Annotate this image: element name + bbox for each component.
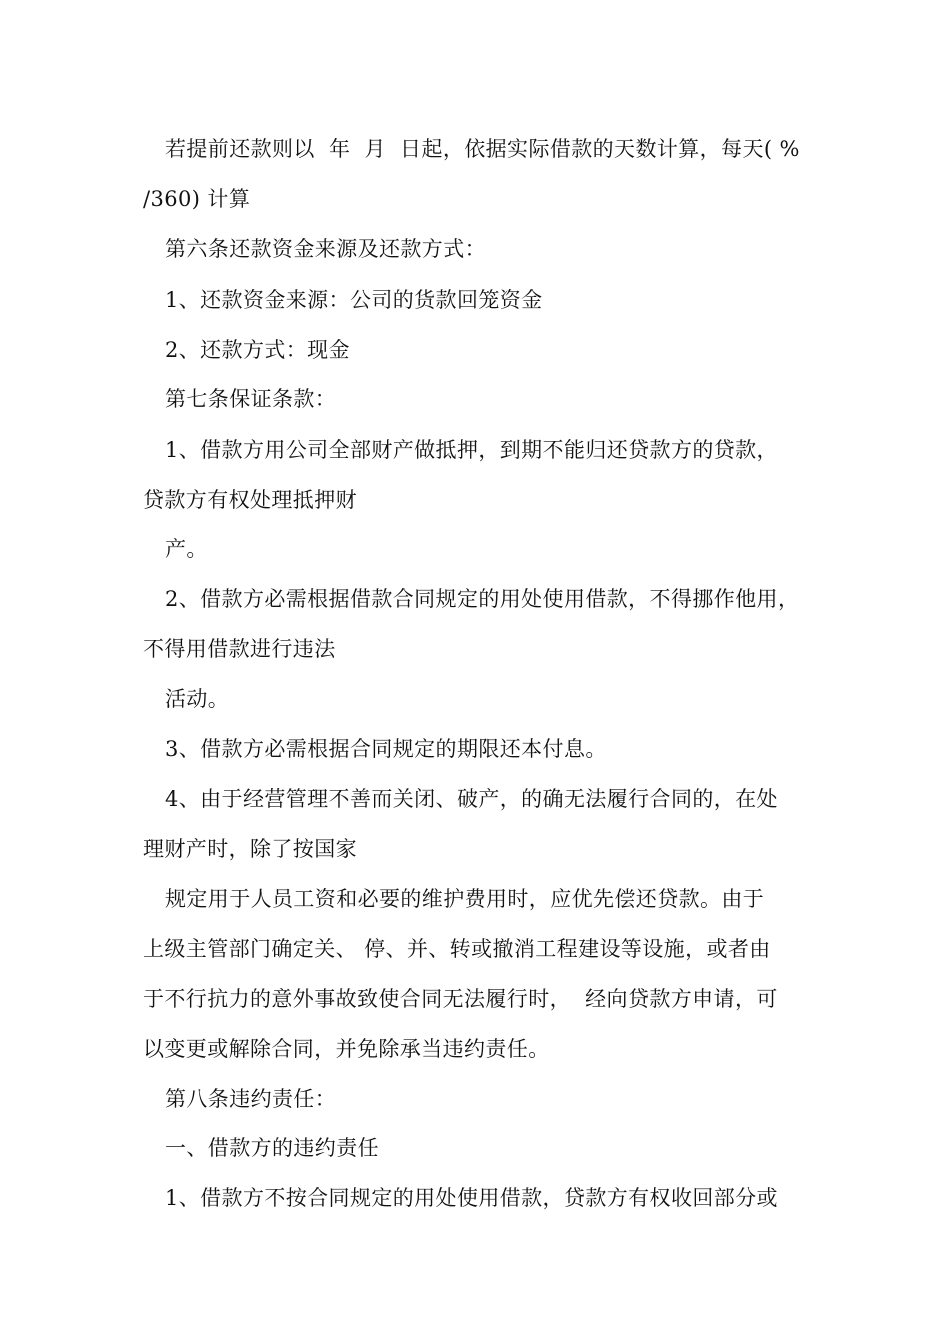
text-line: 若提前还款则以 年 月 日起，依据实际借款的天数计算，每天( % <box>165 137 800 161</box>
text-line: 1、借款方用公司全部财产做抵押，到期不能归还贷款方的贷款， <box>165 438 778 462</box>
text-line: 以变更或解除合同，并免除承当违约责任。 <box>143 1037 550 1061</box>
text-line: 规定用于人员工资和必要的维护费用时，应优先偿还贷款。由于 <box>165 887 765 911</box>
text-line: /360) 计算 <box>143 187 251 211</box>
section-heading: 第七条保证条款： <box>165 387 337 411</box>
text-line: 1、还款资金来源：公司的货款回笼资金 <box>165 288 543 312</box>
text-line: 上级主管部门确定关、 停、并、转或撤消工程建设等设施，或者由 <box>143 937 771 961</box>
text-line: 4、由于经营管理不善而关闭、破产，的确无法履行合同的，在处 <box>165 787 778 811</box>
section-heading: 第六条还款资金来源及还款方式： <box>165 237 486 261</box>
text-line: 产。 <box>165 537 208 561</box>
text-line: 于不行抗力的意外事故致使合同无法履行时， 经向贷款方申请，可 <box>143 987 778 1011</box>
text-line: 2、借款方必需根据借款合同规定的用处使用借款，不得挪作他用， <box>165 587 800 611</box>
text-line: 2、还款方式：现金 <box>165 338 350 362</box>
text-line: 1、借款方不按合同规定的用处使用借款，贷款方有权收回部分或 <box>165 1186 778 1210</box>
text-line: 不得用借款进行违法 <box>143 637 336 661</box>
text-line: 贷款方有权处理抵押财 <box>143 488 357 512</box>
section-heading: 第八条违约责任： <box>165 1087 337 1111</box>
text-line: 一、借款方的违约责任 <box>165 1136 379 1160</box>
text-line: 活动。 <box>165 687 230 711</box>
text-line: 理财产时，除了按国家 <box>143 837 357 861</box>
text-line: 3、借款方必需根据合同规定的期限还本付息。 <box>165 737 607 761</box>
